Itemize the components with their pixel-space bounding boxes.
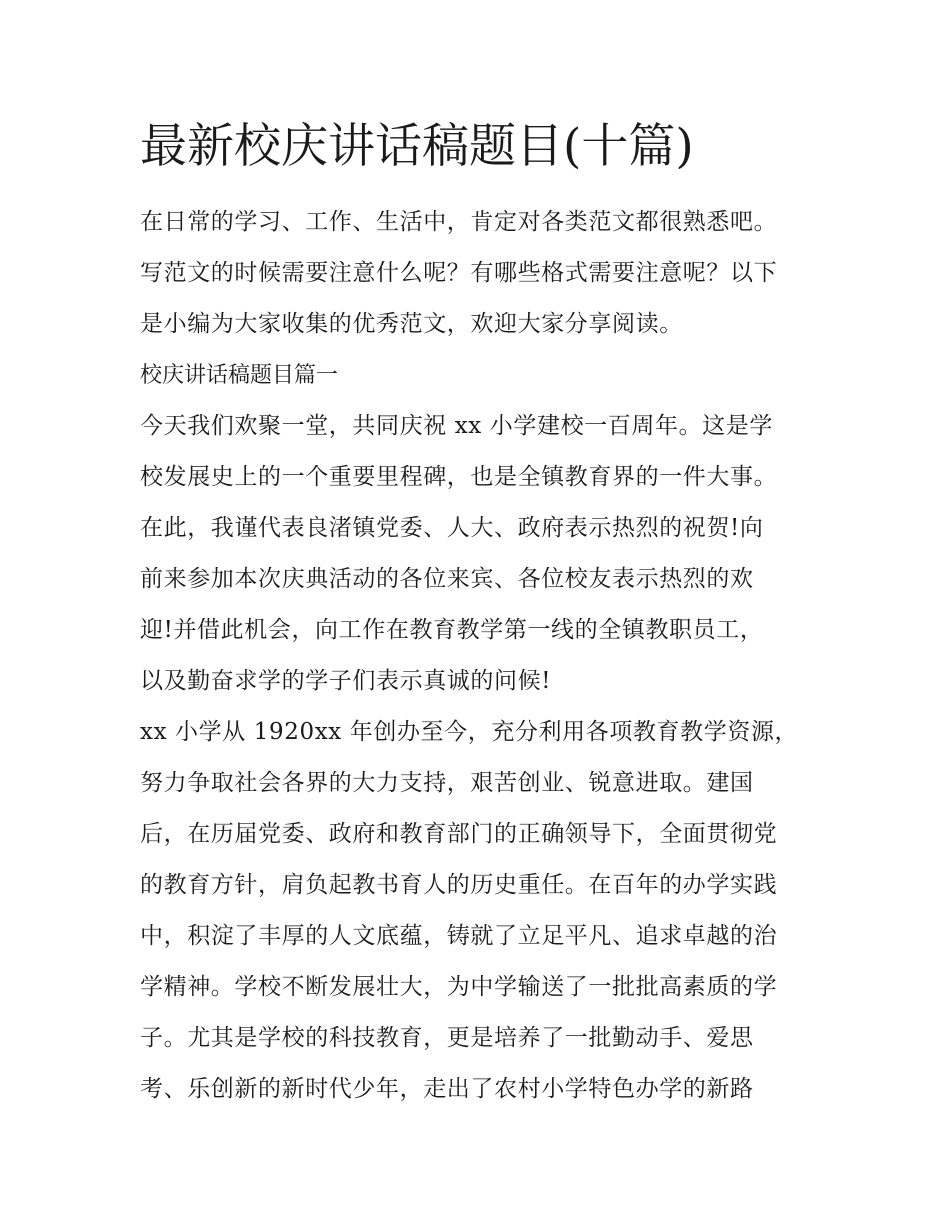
body-line: 以及勤奋求学的学子们表示真诚的问候!: [140, 668, 552, 694]
body-line: 努力争取社会各界的大力支持，艰苦创业、锐意进取。建国: [140, 770, 754, 796]
body-line: 学精神。学校不断发展壮大，为中学输送了一批批高素质的学: [140, 974, 778, 1000]
body-line: 前来参加本次庆典活动的各位来宾、各位校友表示热烈的欢: [140, 566, 754, 592]
body-line: 写范文的时候需要注意什么呢？有哪些格式需要注意呢？以下: [140, 260, 778, 286]
body-line: 迎!并借此机会，向工作在教育教学第一线的全镇教职员工，: [140, 617, 764, 643]
body-line: 校发展史上的一个重要里程碑，也是全镇教育界的一件大事。: [140, 464, 778, 490]
body-line: xx 小学从 1920xx 年创办至今，充分利用各项教育教学资源，: [140, 719, 799, 745]
body-line: 中，积淀了丰厚的人文底蕴，铸就了立足平凡、追求卓越的治: [140, 923, 778, 949]
section-heading: 校庆讲话稿题目篇一: [140, 363, 339, 388]
body-line: 今天我们欢聚一堂，共同庆祝 xx 小学建校一百周年。这是学: [140, 413, 773, 439]
body-line: 在日常的学习、工作、生活中，肯定对各类范文都很熟悉吧。: [140, 209, 778, 235]
document-title: 最新校庆讲话稿题目(十篇): [140, 119, 694, 174]
body-line: 子。尤其是学校的科技教育，更是培养了一批勤动手、爱思: [140, 1025, 754, 1051]
body-line: 在此，我谨代表良渚镇党委、人大、政府表示热烈的祝贺!向: [140, 515, 764, 541]
document-body: [140, 197, 810, 1115]
body-line: 后，在历届党委、政府和教育部门的正确领导下，全面贯彻党: [140, 821, 778, 847]
body-line: 是小编为大家收集的优秀范文，欢迎大家分享阅读。: [140, 311, 683, 337]
body-line: 考、乐创新的新时代少年，走出了农村小学特色办学的新路: [140, 1076, 754, 1102]
body-line: 的教育方针，肩负起教书育人的历史重任。在百年的办学实践: [140, 872, 778, 898]
